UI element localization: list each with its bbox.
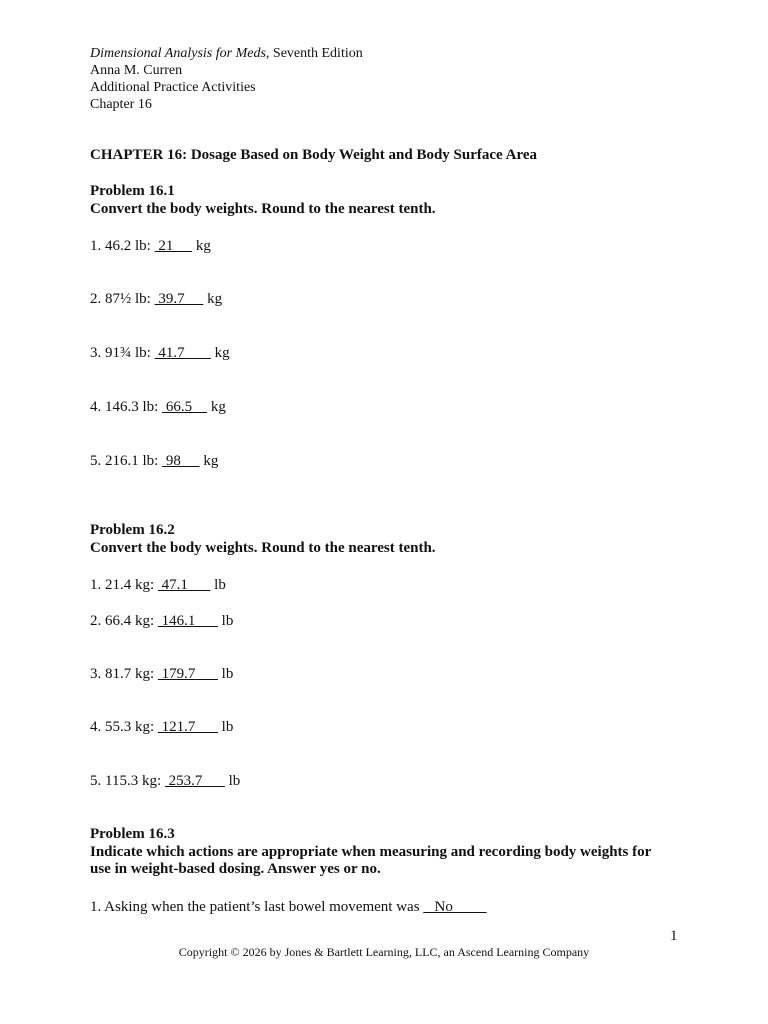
- question-item: [90, 612, 233, 630]
- problem-instruction-line: Indicate which actions are appropriate when measuring and recording body weights for: [90, 844, 652, 860]
- unit-label: lb: [217, 666, 234, 682]
- unit-label: kg: [192, 238, 211, 254]
- answer-blank: 146.1: [157, 613, 218, 629]
- page-number: 1: [670, 928, 678, 944]
- document-header: [90, 45, 690, 113]
- chapter-title: CHAPTER 16: Dosage Based on Body Weight and Body Surface Area: [90, 147, 537, 163]
- question-item: [90, 718, 233, 736]
- problem-instruction: Convert the body weights. Round to the nearest tenth.: [90, 201, 436, 217]
- book-title: Dimensional Analysis for Meds: [90, 46, 266, 61]
- subtitle: Additional Practice Activities: [90, 80, 256, 95]
- author: Anna M. Curren: [90, 63, 183, 78]
- unit-label: kg: [199, 453, 219, 469]
- unit-label: kg: [207, 399, 226, 415]
- answer-blank: 47.1: [157, 577, 211, 593]
- answer-blank: 253.7: [164, 773, 225, 789]
- question-prompt: 1. 46.2 lb:: [90, 238, 155, 254]
- question-item: [90, 237, 211, 255]
- answer-blank: 39.7: [154, 291, 204, 307]
- problem-title: Problem 16.3: [90, 826, 175, 842]
- problem-instruction-line: use in weight-based dosing. Answer yes or no.: [90, 861, 381, 877]
- answer-blank: 121.7: [157, 719, 218, 735]
- question-prompt: 5. 216.1 lb:: [90, 453, 163, 469]
- answer-blank: 21: [154, 238, 193, 254]
- question-item: [90, 398, 226, 416]
- answer-blank: No: [423, 899, 487, 915]
- problem-instruction: Convert the body weights. Round to the nearest tenth.: [90, 540, 436, 556]
- question-prompt: 4. 55.3 kg:: [90, 719, 158, 735]
- unit-label: kg: [203, 291, 223, 307]
- question-prompt: 2. 66.4 kg:: [90, 613, 158, 629]
- chapter-label: Chapter 16: [90, 97, 152, 112]
- question-prompt: 1. 21.4 kg:: [90, 577, 158, 593]
- question-prompt: 4. 146.3 lb:: [90, 399, 163, 415]
- question-prompt: 3. 91¾ lb:: [90, 345, 155, 361]
- question-prompt: 3. 81.7 kg:: [90, 666, 158, 682]
- question-prompt: 2. 87½ lb:: [90, 291, 155, 307]
- unit-label: lb: [217, 613, 234, 629]
- unit-label: kg: [210, 345, 230, 361]
- copyright-footer: Copyright © 2026 by Jones & Bartlett Learning, LLC, an Ascend Learning Company: [178, 945, 590, 959]
- unit-label: lb: [217, 719, 234, 735]
- unit-label: lb: [224, 773, 241, 789]
- question-item: [90, 452, 218, 470]
- question-item: [90, 898, 487, 916]
- unit-label: lb: [210, 577, 226, 593]
- answer-blank: 98: [162, 453, 200, 469]
- problem-title: Problem 16.2: [90, 522, 175, 538]
- problem-title: Problem 16.1: [90, 183, 175, 199]
- answer-blank: 66.5: [162, 399, 208, 415]
- book-title-line: [90, 45, 690, 62]
- answer-blank: 41.7: [154, 345, 211, 361]
- question-prompt: 1. Asking when the patient’s last bowel movement was: [90, 899, 424, 915]
- question-item: [90, 576, 226, 594]
- question-item: [90, 344, 230, 362]
- answer-blank: 179.7: [157, 666, 218, 682]
- edition: , Seventh Edition: [265, 46, 363, 61]
- question-prompt: 5. 115.3 kg:: [90, 773, 165, 789]
- question-item: [90, 772, 240, 790]
- question-item: [90, 665, 233, 683]
- question-item: [90, 290, 222, 308]
